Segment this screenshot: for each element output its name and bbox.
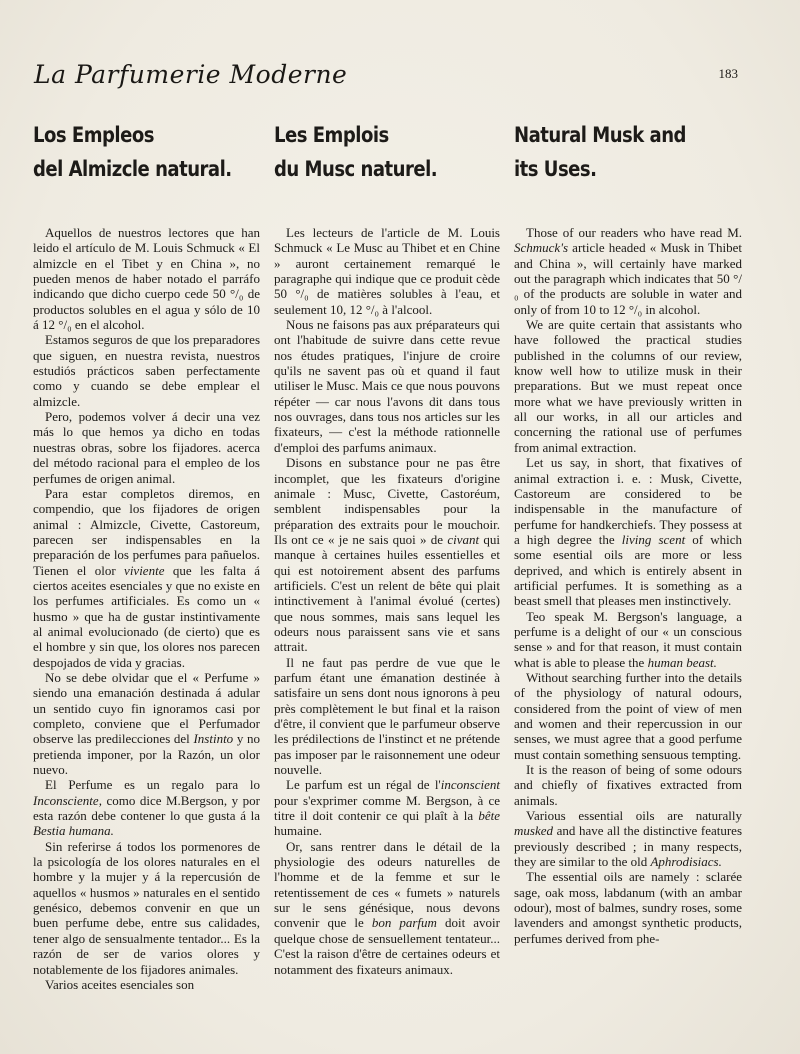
paragraph bbox=[33, 670, 260, 777]
text-run: Sin referirse á todos los pormenores de la psicología de los olores naturales en el hombre y la mujer y á la repercusión de aquellos « husmos » naturales en el sentido genésico, debemos convenir en que un buen perfume debe, entre sus calidades, tener algo de sensualmente tentador... Es la razón de ser de varios olores y notablemente de los fijadores animales. bbox=[33, 838, 260, 977]
page-number: 183 bbox=[718, 66, 738, 81]
paragraph bbox=[514, 808, 742, 869]
italic-text: Aphrodisiacs. bbox=[650, 854, 722, 870]
heading-line: Les Emplois bbox=[274, 123, 389, 147]
article-body-spanish bbox=[33, 225, 260, 992]
text-run: Without searching further into the details of the physiology of natural odours, considered from the point of view of men and women and their repercussion in our senses, we must agree that a good perfume must contain something sensuous tempting. bbox=[514, 669, 742, 762]
paragraph bbox=[514, 670, 742, 762]
column-french bbox=[274, 118, 500, 977]
text-run: We are quite certain that assistants who have followed the practical studies published in the columns of our review, know well how to utilize musk in their preparations. But we must repeat once more what we have previously written in all our works, in all our articles and concerning the rational use of perfumes from animal extraction. bbox=[514, 317, 742, 455]
paragraph bbox=[514, 869, 742, 946]
paragraph bbox=[514, 225, 742, 317]
paragraph bbox=[514, 609, 742, 670]
text-run: Various essential oils are naturally bbox=[526, 808, 742, 824]
text-run: Les lecteurs de l'article de M. Louis Schmuck « Le Musc au Thibet et en Chine » auront certainement remarqué le paragraphe qui indique que ce produit cède 50 °/₀ de matières solubles à l'eau, et seulement 10, 12 °/₀ à l'alcool. bbox=[274, 225, 500, 317]
text-run: No se debe olvidar que el « Perfume » siendo una emanación destinada á adular un sentido cuyo fin ignoramos casi por completo, conviene que el Perfumador observe las predilecciones del bbox=[33, 669, 260, 747]
text-run: Estamos seguros de que los preparadores que siguen, en nuestra revista, nuestros estudiós prácticos saben perfectamente como y cuando se debe emplear el almizcle. bbox=[33, 332, 260, 409]
text-run: Teo speak M. Bergson's language, a perfume is a delight of our « un conscious sense » and for that reason, it must contain what is able to please the bbox=[514, 608, 742, 670]
text-run: Nous ne faisons pas aux préparateurs qui ont l'habitude de suivre dans cette revue nos études pratiques, l'injure de croire qu'ils ne savent pas où et quand il faut utiliser le Musc. Mais ce que nous pouvons répéter — car nous l'avons dit dans tous nos ouvrages, dans tous nos articles sur les fixateurs, — c'est la méthode rationnelle d'emploi des parfums animaux. bbox=[274, 317, 500, 455]
paragraph bbox=[33, 225, 260, 332]
italic-text: Inconsciente, bbox=[33, 792, 102, 808]
heading-line: Los Empleos bbox=[33, 123, 154, 147]
masthead-title: La Parfumerie Moderne bbox=[34, 60, 348, 89]
paragraph bbox=[33, 977, 260, 992]
italic-text: living scent bbox=[621, 531, 686, 547]
text-run: Disons en substance pour ne pas être incomplet, que les fixateurs d'origine animale : Musc, Civette, Castoréum, semblent indispensables pour la préparation des extraits pour le mouchoir. Ils ont ce « je ne sais quoi » de bbox=[274, 455, 500, 547]
article-body-french bbox=[274, 225, 500, 977]
paragraph bbox=[274, 225, 500, 317]
article-heading-english bbox=[514, 118, 710, 188]
paragraph bbox=[514, 317, 742, 455]
text-run: doit avoir quelque chose de sensuellement tentateur... C'est la raison d'être de certaines odeurs et notamment des fixateurs animaux. bbox=[274, 915, 500, 977]
italic-text: inconscient bbox=[440, 777, 500, 793]
paragraph bbox=[33, 839, 260, 977]
paragraph bbox=[514, 762, 742, 808]
text-run: Pero, podemos volver á decir una vez más lo que hemos ya dicho en todas nuestras obras, sobre los fijadores. acerca del método racional para el empleo de los perfumes de origen animal. bbox=[33, 409, 260, 486]
text-run: pour s'exprimer comme M. Bergson, à ce titre il doit contenir ce qui plaît à la bbox=[274, 792, 500, 824]
column-english bbox=[514, 118, 742, 946]
text-run: Those of our readers who have read M. bbox=[526, 225, 742, 240]
italic-text: human beast. bbox=[647, 654, 717, 670]
paragraph bbox=[514, 455, 742, 608]
paragraph bbox=[33, 409, 260, 486]
paragraph bbox=[274, 839, 500, 977]
text-run: Varios aceites esenciales son bbox=[45, 976, 195, 992]
text-run: Il ne faut pas perdre de vue que le parfum étant une émanation destinée à satisfaire un sens dont nous ignorons à peu près complètement le but final et la raison d'être, il convient que le parfumeur observe les prédilections de l'instinct et ne prétende pas imposer par le raisonnement une odeur nouvelle. bbox=[274, 654, 500, 778]
text-run: Or, sans rentrer dans le détail de la physiologie des odeurs naturelles de l'homme et de la femme et sur le retentissement de ces « fumets » naturels sur le sens génésique, nous devons convenir que le bbox=[274, 838, 500, 931]
article-heading-spanish bbox=[33, 118, 232, 188]
article-body-english bbox=[514, 225, 742, 946]
paragraph bbox=[33, 777, 260, 838]
article-heading-french bbox=[274, 118, 468, 188]
italic-text: musked bbox=[514, 823, 553, 839]
italic-text: Instinto bbox=[193, 731, 234, 747]
heading-line: Natural Musk and bbox=[514, 123, 686, 147]
paragraph bbox=[274, 777, 500, 838]
text-run: It is the reason of being of some odours and chiefly of fixatives extracted from animals. bbox=[514, 762, 742, 808]
text-run: Le parfum est un régal de l' bbox=[286, 777, 441, 793]
paragraph bbox=[274, 655, 500, 778]
text-run: and have all the distinctive features previously described ; in many respects, they are similar to the old bbox=[514, 823, 742, 870]
text-run: Let us say, in short, that fixatives of animal extraction i. e. : Musk, Civette, Castoreum are considered to be indispensable in the manufacture of perfume for handkerchiefs. They possess at a high degree the bbox=[514, 455, 742, 547]
text-run: The essential oils are namely : sclarée sage, oak moss, labdanum (with an ambar odour), most of balmes, sundry roses, some lavenders and amongst synthetic products, perfumes derived from phe- bbox=[514, 869, 742, 946]
text-run: que les falta á ciertos aceites esenciales y que no existe en los perfumes artificiales. Es como un « husmo » que ha de gustar instintivamente al animal evolucionado (de cierto) que es el hombre y sin que, los olores nos parecen despojados de vida y gracias. bbox=[33, 562, 260, 670]
heading-line: its Uses. bbox=[514, 157, 597, 181]
paragraph bbox=[33, 332, 260, 409]
heading-line: del Almizcle natural. bbox=[33, 157, 232, 181]
heading-line: du Musc naturel. bbox=[274, 157, 438, 181]
text-run: El Perfume es un regalo para lo bbox=[45, 777, 260, 793]
italic-text: Schmuck's bbox=[514, 240, 569, 256]
text-run: qui manque à certaines huiles essentielles et qui est notoirement absent des parfums artificiels. C'est un relent de bête qui plait intinctivement à l'animal évolué (certes) que nous sommes, mais sans lequel les odeurs nous paraissent sans vie et sans attrait. bbox=[274, 531, 500, 655]
italic-text: bon parfum bbox=[371, 915, 437, 931]
italic-text: bête bbox=[478, 808, 500, 824]
text-run: humaine. bbox=[274, 823, 323, 839]
text-run: article headed « Musk in Thibet and China », will certainly have marked out the paragraph which indicates that 50 °/₀ of the products are soluble in water and only of from 10 to 12 °/₀ in alcohol. bbox=[514, 240, 742, 317]
text-run: y no pretienda imponer, por la Razón, un olor nuevo. bbox=[33, 731, 260, 778]
italic-text: civant bbox=[447, 531, 480, 547]
text-run: como dice M.Bergson, y por esta razón debe contener lo que gusta á la bbox=[33, 792, 260, 824]
text-run: of which some esential oils are more or less deprived, and which is entirely absent in artificial perfumes. It is something as a beast smell that pleases men instinctively. bbox=[514, 531, 742, 609]
italic-text: viviente bbox=[124, 562, 165, 578]
paragraph bbox=[274, 317, 500, 455]
paragraph bbox=[33, 486, 260, 670]
text-run: Para estar completos diremos, en compendio, que los fijadores de origen animal : Almizcle, Civette, Castoreum, parecen ser indispensables en la preparación de los perfumes para pañuelos. Tienen el olor bbox=[33, 485, 260, 578]
text-run: Aquellos de nuestros lectores que han leido el artículo de M. Louis Schmuck « El almizcle en el Tibet y en China », no pueden menos de haber notado el parráfo indicando que dicho cuerpo cede 50 °/₀ de productos solubles en el agua y sólo de 10 á 12 °/₀ en el alcohol. bbox=[33, 225, 260, 333]
column-spanish bbox=[33, 118, 260, 992]
paragraph bbox=[274, 455, 500, 654]
italic-text: Bestia humana. bbox=[33, 823, 114, 839]
